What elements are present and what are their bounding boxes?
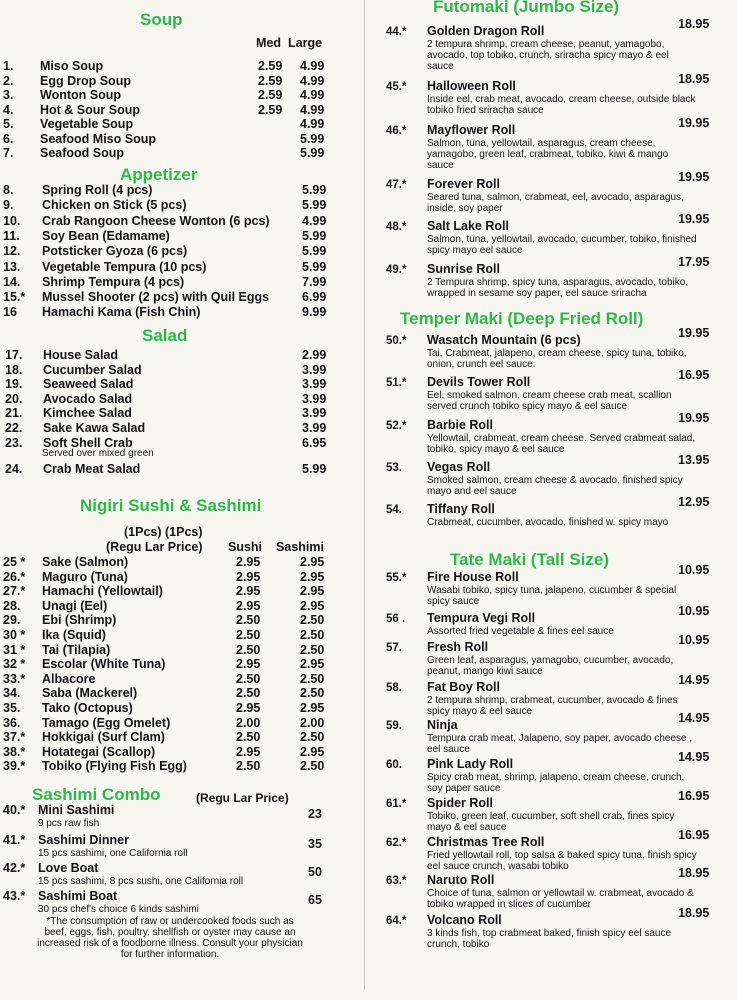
item-price: 18.95 bbox=[678, 866, 710, 880]
item-number: 34. bbox=[3, 686, 21, 701]
item-description: Tai, Crabmeat, jalapeno, cream cheese, spicy tuna, tobiko, onion, crunch eel sauce. bbox=[427, 348, 687, 370]
nigiri-sashimi-header: Sashimi bbox=[276, 540, 324, 554]
crab-salad-note: Served over mixed green bbox=[42, 448, 154, 459]
item-price: 2.95 bbox=[236, 598, 261, 613]
item-price: 2.00 bbox=[300, 715, 325, 730]
item-name: Fat Boy Roll bbox=[427, 680, 500, 694]
item-name: Christmas Tree Roll bbox=[427, 835, 545, 849]
soup-med-header: Med bbox=[256, 36, 281, 50]
column-divider bbox=[364, 0, 365, 990]
item-name: Spring Roll (4 pcs) bbox=[42, 183, 153, 197]
item-price: 4.99 bbox=[302, 213, 327, 228]
item-name: Soy Bean (Edamame) bbox=[42, 228, 170, 243]
item-price: 3.99 bbox=[302, 421, 327, 435]
combo-regular-label: (Regu Lar Price) bbox=[196, 791, 289, 805]
item-description: Assorted fried vegetable & fines eel sauce bbox=[427, 626, 614, 637]
tate-title: Tate Maki (Tall Size) bbox=[450, 550, 610, 569]
temper-title: Temper Maki (Deep Fried Roll) bbox=[400, 309, 644, 328]
item-name: Barbie Roll bbox=[427, 418, 493, 432]
item-name: Hotategai (Scallop) bbox=[42, 744, 156, 759]
item-name: Cucumber Salad bbox=[43, 362, 142, 377]
item-number: 17. bbox=[5, 348, 23, 362]
nigiri-title: Nigiri Sushi & Sashimi bbox=[80, 496, 262, 515]
item-price: 2.59 bbox=[258, 59, 283, 73]
item-price: 2.50 bbox=[236, 686, 261, 701]
item-description: Salmon, tuna, yellowtail, avocado, cucumber, tobiko, finished spicy mayo eel sauce bbox=[427, 234, 697, 256]
item-name: Maguro (Tuna) bbox=[42, 569, 128, 584]
item-price: 65 bbox=[308, 893, 322, 907]
item-number: 3. bbox=[3, 88, 14, 102]
item-name: Mini Sashimi bbox=[38, 803, 115, 817]
item-name: Tamago (Egg Omelet) bbox=[42, 715, 171, 730]
item-number: 44.* bbox=[386, 26, 407, 38]
item-name: Tako (Octopus) bbox=[42, 701, 133, 715]
item-number: 19. bbox=[5, 377, 23, 392]
item-name: Spider Roll bbox=[427, 796, 493, 810]
combo-title: Sashimi Combo bbox=[32, 785, 161, 804]
item-price: 2.50 bbox=[300, 730, 325, 745]
item-price: 5.99 bbox=[302, 259, 327, 274]
item-number: 47.* bbox=[386, 179, 407, 191]
item-name: Hamachi Kama (Fish Chin) bbox=[42, 305, 201, 320]
item-price: 2.50 bbox=[300, 671, 325, 686]
item-number: 9. bbox=[3, 198, 14, 213]
item-number: 5. bbox=[3, 117, 14, 131]
item-number: 50.* bbox=[386, 335, 407, 347]
nigiri-regular-label: (Regu Lar Price) bbox=[106, 540, 203, 554]
item-name: Saba (Mackerel) bbox=[42, 686, 138, 701]
item-number: 1. bbox=[3, 59, 14, 73]
item-price: 18.95 bbox=[678, 906, 710, 920]
item-name: House Salad bbox=[43, 348, 119, 362]
futomaki-title: Futomaki (Jumbo Size) bbox=[433, 0, 620, 16]
item-number: 25 * bbox=[3, 555, 26, 569]
item-number: 40.* bbox=[3, 803, 26, 817]
item-number: 21. bbox=[5, 406, 23, 421]
item-name: Ebi (Shrimp) bbox=[42, 613, 117, 628]
item-price: 5.99 bbox=[300, 146, 325, 160]
item-name: Volcano Roll bbox=[427, 913, 502, 927]
item-price: 5.99 bbox=[302, 462, 327, 476]
item-number: 18. bbox=[5, 362, 23, 377]
item-name: Vegetable Tempura (10 pcs) bbox=[42, 259, 207, 274]
item-number: 16 bbox=[3, 305, 17, 320]
item-number: 46.* bbox=[386, 125, 407, 137]
item-number: 42.* bbox=[3, 861, 26, 875]
item-name: Naruto Roll bbox=[427, 873, 495, 887]
item-name: Fire House Roll bbox=[427, 570, 519, 584]
item-number: 10. bbox=[3, 213, 21, 228]
item-price: 2.50 bbox=[300, 686, 325, 701]
item-price: 5.99 bbox=[302, 183, 327, 197]
item-name: Sunrise Roll bbox=[427, 262, 500, 276]
item-price: 2.50 bbox=[236, 642, 261, 657]
item-number: 43.* bbox=[3, 889, 26, 903]
item-price: 2.95 bbox=[300, 569, 325, 584]
item-name: Tempura Vegi Roll bbox=[427, 611, 536, 625]
item-name: Potsticker Gyoza (6 pcs) bbox=[42, 244, 188, 259]
item-name: Ninja bbox=[427, 718, 458, 732]
item-name: Wonton Soup bbox=[40, 88, 121, 102]
item-name: Sake Kawa Salad bbox=[43, 421, 146, 435]
item-number: 56 . bbox=[386, 613, 406, 625]
item-price: 19.95 bbox=[678, 170, 710, 184]
item-name: Mussel Shooter (2 pcs) with Quil Eggs bbox=[42, 290, 270, 305]
item-name: Sashimi Boat bbox=[38, 889, 118, 903]
item-name: Escolar (White Tuna) bbox=[42, 657, 166, 672]
item-name: Mayflower Roll bbox=[427, 123, 516, 137]
item-price: 6.99 bbox=[302, 290, 327, 305]
nigiri-pcs-label: (1Pcs) (1Pcs) bbox=[124, 525, 203, 539]
raw-food-warning: *The consumption of raw or undercooked foods such as beef, eggs, fish, poultry, shellfish or oyster may cause an increased risk of a foodborne illness. Consult your physician for further information. bbox=[37, 916, 303, 960]
item-name: Ika (Squid) bbox=[42, 628, 106, 642]
item-number: 49.* bbox=[386, 264, 407, 276]
item-name: Crab Meat Salad bbox=[43, 462, 141, 476]
item-number: 39.* bbox=[3, 759, 26, 774]
item-price: 2.95 bbox=[300, 657, 325, 672]
item-name: Pink Lady Roll bbox=[427, 757, 514, 771]
item-name: Wasatch Mountain (6 pcs) bbox=[427, 333, 581, 347]
item-name: Hamachi (Yellowtail) bbox=[42, 584, 163, 599]
item-name: Devils Tower Roll bbox=[427, 375, 531, 389]
item-price: 50 bbox=[308, 865, 322, 879]
item-name: Sashimi Dinner bbox=[38, 833, 129, 847]
item-number: 64.* bbox=[386, 915, 407, 927]
item-price: 16.95 bbox=[678, 789, 710, 803]
item-price: 2.50 bbox=[236, 613, 261, 628]
item-description: Crabmeat, cucumber, avocado, finished w. spicy mayo bbox=[427, 517, 669, 528]
item-number: 20. bbox=[5, 391, 23, 406]
item-number: 63.* bbox=[386, 875, 407, 887]
item-number: 7. bbox=[3, 146, 14, 160]
item-description: Spicy crab meat, shrimp, jalapeno, cream cheese, crunch, soy paper sauce bbox=[427, 772, 685, 794]
item-name: Tobiko (Flying Fish Egg) bbox=[42, 759, 187, 774]
item-price: 23 bbox=[308, 807, 322, 821]
item-price: 5.99 bbox=[302, 228, 327, 243]
item-price: 17.95 bbox=[678, 255, 710, 269]
item-description: Salmon, tuna, yellowtail, asparagus, cream cheese, yamagobo, green leaf, crabmeat, tobiko, kiwi & mango sauce bbox=[427, 138, 669, 171]
item-description: 30 pcs chef's choice 6 kinds sashimi bbox=[38, 904, 199, 915]
nigiri-sushi-header: Sushi bbox=[228, 540, 263, 554]
item-number: 24. bbox=[5, 462, 23, 476]
item-price: 2.95 bbox=[236, 744, 261, 759]
item-price: 6.95 bbox=[302, 435, 327, 450]
item-price: 19.95 bbox=[678, 326, 710, 340]
item-number: 2. bbox=[3, 73, 14, 88]
item-name: Soft Shell Crab bbox=[43, 435, 133, 450]
item-description: Eel, smoked salmon, cream cheese crab meat, scallion served crunch tobiko spicy mayo & eel sauce bbox=[427, 390, 672, 412]
item-number: 52.* bbox=[386, 420, 407, 432]
item-number: 37.* bbox=[3, 730, 26, 745]
item-number: 28. bbox=[3, 598, 21, 613]
item-price: 10.95 bbox=[678, 563, 710, 577]
item-name: Love Boat bbox=[38, 861, 99, 875]
item-price: 3.99 bbox=[302, 362, 327, 377]
item-price: 2.99 bbox=[302, 348, 327, 362]
item-price: 10.95 bbox=[678, 604, 710, 618]
item-number: 62.* bbox=[386, 837, 407, 849]
item-name: Albacore bbox=[42, 671, 96, 686]
item-name: Golden Dragon Roll bbox=[427, 24, 545, 38]
item-description: Yellowtail, crabmeat, cream cheese. Served crabmeat salad, tobiko, spicy mayo & eel sauce bbox=[427, 433, 696, 455]
item-name: Vegetable Soup bbox=[40, 117, 134, 131]
item-number: 33.* bbox=[3, 671, 26, 686]
item-number: 12. bbox=[3, 244, 21, 259]
item-name: Crab Rangoon Cheese Wonton (6 pcs) bbox=[42, 213, 270, 228]
item-name: Halloween Roll bbox=[427, 79, 516, 93]
appetizer-title: Appetizer bbox=[120, 165, 198, 184]
item-price: 2.50 bbox=[300, 613, 325, 628]
item-price: 2.95 bbox=[300, 744, 325, 759]
item-price: 3.99 bbox=[302, 391, 327, 406]
item-description: 15 pcs sashimi, 8 pcs sushi, one California roll bbox=[38, 876, 244, 887]
item-description: Tobiko, green leaf, cucumber, soft shell crab, fines spicy mayo & eel sauce bbox=[427, 811, 675, 833]
item-price: 2.50 bbox=[236, 671, 261, 686]
item-price: 16.95 bbox=[678, 828, 710, 842]
item-description: Tempura crab meat, Jalapeno, soy paper, avocado cheese , eel sauce bbox=[427, 733, 693, 755]
item-price: 2.50 bbox=[236, 730, 261, 745]
item-number: 54. bbox=[386, 504, 402, 516]
item-description: 2 tempura shrimp, cream cheese, peanut, yamagobo, avocado, top tobiko, crunch, sriracha spicy mayo & eel sauce bbox=[427, 39, 669, 72]
item-price: 10.95 bbox=[678, 633, 710, 647]
item-name: Fresh Roll bbox=[427, 640, 489, 654]
item-number: 38.* bbox=[3, 744, 26, 759]
item-number: 31 * bbox=[3, 642, 26, 657]
item-price: 4.99 bbox=[300, 102, 325, 117]
item-price: 14.95 bbox=[678, 711, 710, 725]
item-price: 4.99 bbox=[300, 88, 325, 102]
item-name: Kimchee Salad bbox=[43, 406, 132, 421]
item-name: Egg Drop Soup bbox=[40, 73, 131, 88]
item-description: Inside eel, crab meat, avocado, cream cheese, outside black tobiko fried sriracha sauce bbox=[427, 94, 696, 116]
item-name: Miso Soup bbox=[40, 59, 104, 73]
item-description: Smoked salmon, cream cheese & avocado, finished spicy mayo and eel sauce bbox=[427, 475, 683, 497]
item-number: 22. bbox=[5, 421, 23, 435]
item-price: 18.95 bbox=[678, 72, 710, 86]
item-price: 35 bbox=[308, 837, 322, 851]
item-price: 9.99 bbox=[302, 305, 327, 320]
item-price: 2.95 bbox=[236, 701, 261, 715]
item-number: 11. bbox=[3, 228, 20, 243]
item-name: Hot & Sour Soup bbox=[40, 102, 140, 117]
item-name: Seaweed Salad bbox=[43, 377, 134, 392]
item-price: 2.50 bbox=[236, 628, 261, 642]
item-name: Seafood Miso Soup bbox=[40, 131, 156, 146]
item-price: 2.95 bbox=[236, 584, 261, 599]
item-number: 27.* bbox=[3, 584, 26, 599]
item-description: 9 pcs raw fish bbox=[38, 818, 100, 829]
item-number: 55.* bbox=[386, 572, 407, 584]
salad-title: Salad bbox=[142, 326, 188, 345]
item-number: 29. bbox=[3, 613, 21, 628]
item-number: 35. bbox=[3, 701, 21, 715]
item-name: Sake (Salmon) bbox=[42, 555, 129, 569]
item-price: 5.99 bbox=[300, 131, 325, 146]
item-price: 13.95 bbox=[678, 453, 710, 467]
item-price: 2.95 bbox=[300, 598, 325, 613]
item-price: 19.95 bbox=[678, 116, 710, 130]
item-price: 2.59 bbox=[258, 102, 283, 117]
item-price: 2.95 bbox=[300, 701, 325, 715]
item-description: Choice of tuna, salmon or yellowtail w. crabmeat, avocado & tobiko wrapped in slices of cucumber bbox=[427, 888, 694, 910]
item-number: 36. bbox=[3, 715, 21, 730]
item-price: 4.99 bbox=[300, 59, 325, 73]
item-price: 2.95 bbox=[300, 555, 325, 569]
item-name: Seafood Soup bbox=[40, 146, 125, 160]
item-price: 2.59 bbox=[258, 88, 283, 102]
item-name: Avocado Salad bbox=[43, 391, 133, 406]
item-price: 4.99 bbox=[300, 117, 325, 131]
item-description: Seared tuna, salmon, crabmeat, eel, avocado, asparagus, inside, soy paper bbox=[427, 192, 684, 214]
item-number: 15.* bbox=[3, 290, 26, 305]
item-number: 59. bbox=[386, 720, 402, 732]
item-price: 2.95 bbox=[236, 569, 261, 584]
item-number: 41.* bbox=[3, 833, 26, 847]
item-price: 2.95 bbox=[236, 555, 261, 569]
item-number: 14. bbox=[3, 274, 21, 289]
item-number: 57. bbox=[386, 642, 402, 654]
item-price: 18.95 bbox=[678, 17, 710, 31]
item-price: 5.99 bbox=[302, 244, 327, 259]
item-price: 14.95 bbox=[678, 750, 710, 764]
item-number: 6. bbox=[3, 131, 14, 146]
item-number: 26.* bbox=[3, 569, 26, 584]
item-price: 5.99 bbox=[302, 198, 327, 213]
item-price: 2.59 bbox=[258, 73, 283, 88]
item-description: Fried yellowtail roll, top salsa & baked spicy tuna, finish spicy eel sauce crunch, wasabi tobiko bbox=[427, 850, 697, 872]
item-price: 2.95 bbox=[300, 584, 325, 599]
item-price: 7.99 bbox=[302, 274, 327, 289]
item-price: 14.95 bbox=[678, 673, 710, 687]
soup-title: Soup bbox=[140, 10, 183, 29]
item-number: 60. bbox=[386, 759, 402, 771]
item-name: Forever Roll bbox=[427, 177, 500, 191]
item-price: 2.50 bbox=[300, 642, 325, 657]
soup-large-header: Large bbox=[288, 36, 323, 50]
item-number: 45.* bbox=[386, 81, 407, 93]
item-number: 13. bbox=[3, 259, 21, 274]
item-price: 3.99 bbox=[302, 377, 327, 392]
item-description: 2 tempura shrimp, crabmeat, cucumber, avocado & fines spicy mayo & eel sauce bbox=[427, 695, 678, 717]
item-description: Wasabi tobiko, spicy tuna, jalapeno, cucumber & special spicy sauce bbox=[427, 585, 677, 607]
item-number: 32 * bbox=[3, 657, 26, 672]
item-name: Tai (Tilapia) bbox=[42, 642, 111, 657]
item-description: Green leaf, asparagus, yamagobo, cucumber, avocado, peanut, mango kiwi sauce bbox=[427, 655, 674, 677]
item-price: 2.00 bbox=[236, 715, 261, 730]
item-price: 3.99 bbox=[302, 406, 327, 421]
item-price: 2.50 bbox=[300, 759, 325, 774]
item-name: Hokkigai (Surf Clam) bbox=[42, 730, 165, 745]
item-number: 4. bbox=[3, 102, 14, 117]
item-price: 12.95 bbox=[678, 495, 710, 509]
item-number: 53. bbox=[386, 462, 402, 474]
item-price: 2.50 bbox=[300, 628, 325, 642]
item-description: 2 Tempura shrimp, spicy tuna, asparagus, avocado, tobiko, wrapped in sesame soy paper, eel sauce sriracha bbox=[427, 277, 689, 299]
item-number: 8. bbox=[3, 183, 14, 197]
item-price: 19.95 bbox=[678, 212, 710, 226]
item-name: Tiffany Roll bbox=[427, 502, 495, 516]
item-name: Unagi (Eel) bbox=[42, 598, 108, 613]
item-price: 16.95 bbox=[678, 368, 710, 382]
item-name: Chicken on Stick (5 pcs) bbox=[42, 198, 187, 213]
item-number: 30 * bbox=[3, 628, 26, 642]
item-description: 3 kinds fish, top crabmeat baked, finish spicy eel sauce crunch, tobiko bbox=[427, 928, 672, 950]
item-number: 51.* bbox=[386, 377, 407, 389]
item-name: Vegas Roll bbox=[427, 460, 491, 474]
item-number: 23. bbox=[5, 435, 23, 450]
item-number: 48.* bbox=[386, 221, 407, 233]
item-name: Salt Lake Roll bbox=[427, 219, 509, 233]
item-name: Shrimp Tempura (4 pcs) bbox=[42, 274, 185, 289]
item-price: 2.95 bbox=[236, 657, 261, 672]
item-price: 4.99 bbox=[300, 73, 325, 88]
item-number: 58. bbox=[386, 682, 402, 694]
item-price: 2.50 bbox=[236, 759, 261, 774]
item-description: 15 pcs sashimi, one California roll bbox=[38, 848, 188, 859]
item-price: 19.95 bbox=[678, 411, 710, 425]
item-number: 61.* bbox=[386, 798, 407, 810]
